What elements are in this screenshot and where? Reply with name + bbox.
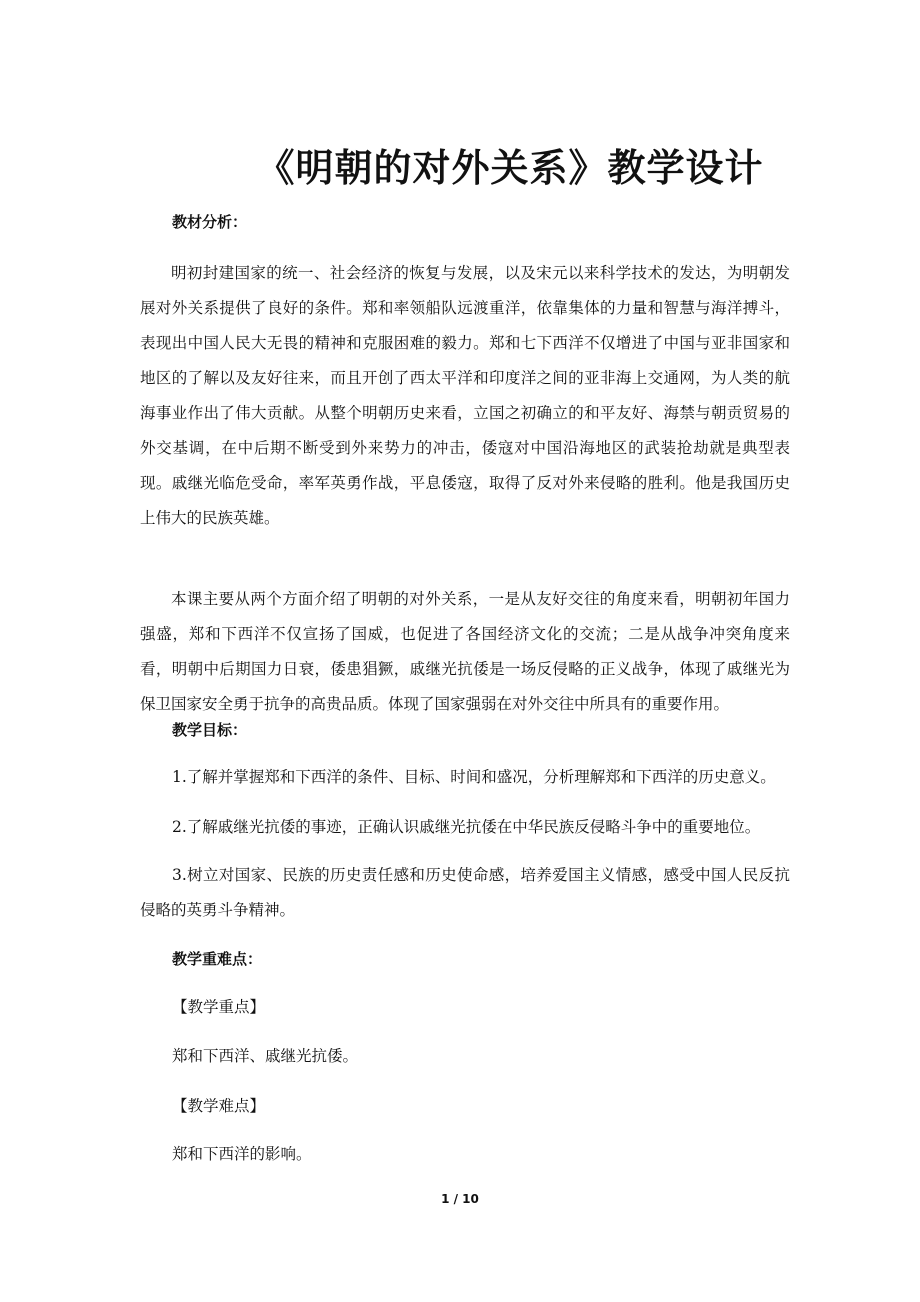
goal-item-3: 3.树立对国家、民族的历史责任感和历史使命感，培养爱国主义情感，感受中国人民反抗侵略的英勇斗争精神。	[140, 866, 790, 919]
key-point-text: 郑和下西洋、戚继光抗倭。	[172, 1047, 359, 1065]
section-heading-keypoints: 教学重难点：	[172, 950, 263, 968]
page-number: 1 / 10	[441, 1192, 479, 1206]
key-point-label: 【教学重点】	[172, 998, 266, 1016]
section-heading-goals: 教学目标：	[172, 721, 248, 739]
analysis-paragraph-2: 本课主要从两个方面介绍了明朝的对外关系，一是从友好交往的角度来看，明朝初年国力强盛，郑和下西洋不仅宣扬了国威，也促进了各国经济文化的交流；二是从战争冲突角度来看，明朝中后期国力日衰，倭患猖獗，戚继光抗倭是一场反侵略的正义战争，体现了戚继光为保卫国家安全勇于抗争的高贵品质。体现了国家强弱在对外交往中所具有的重要作用。	[140, 590, 790, 713]
goal-item-1: 1.了解并掌握郑和下西洋的条件、目标、时间和盛况，分析理解郑和下西洋的历史意义。	[172, 768, 776, 786]
goal-item-2: 2.了解戚继光抗倭的事迹，正确认识戚继光抗倭在中华民族反侵略斗争中的重要地位。	[172, 818, 761, 836]
difficult-point-text: 郑和下西洋的影响。	[172, 1145, 312, 1163]
difficult-point-label: 【教学难点】	[172, 1097, 266, 1115]
section-heading-analysis: 教材分析：	[172, 213, 248, 231]
document-title: 《明朝的对外关系》教学设计	[256, 146, 764, 190]
analysis-paragraph-1: 明初封建国家的统一、社会经济的恢复与发展，以及宋元以来科学技术的发达，为明朝发展对外关系提供了良好的条件。郑和率领船队远渡重洋，依靠集体的力量和智慧与海洋搏斗，表现出中国人民大无畏的精神和克服困难的毅力。郑和七下西洋不仅增进了中国与亚非国家和地区的了解以及友好往来，而且开创了西太平洋和印度洋之间的亚非海上交通网，为人类的航海事业作出了伟大贡献。从整个明朝历史来看，立国之初确立的和平友好、海禁与朝贡贸易的外交基调，在中后期不断受到外来势力的冲击，倭寇对中国沿海地区的武装抢劫就是典型表现。戚继光临危受命，率军英勇作战，平息倭寇，取得了反对外来侵略的胜利。他是我国历史上伟大的民族英雄。	[140, 264, 790, 527]
